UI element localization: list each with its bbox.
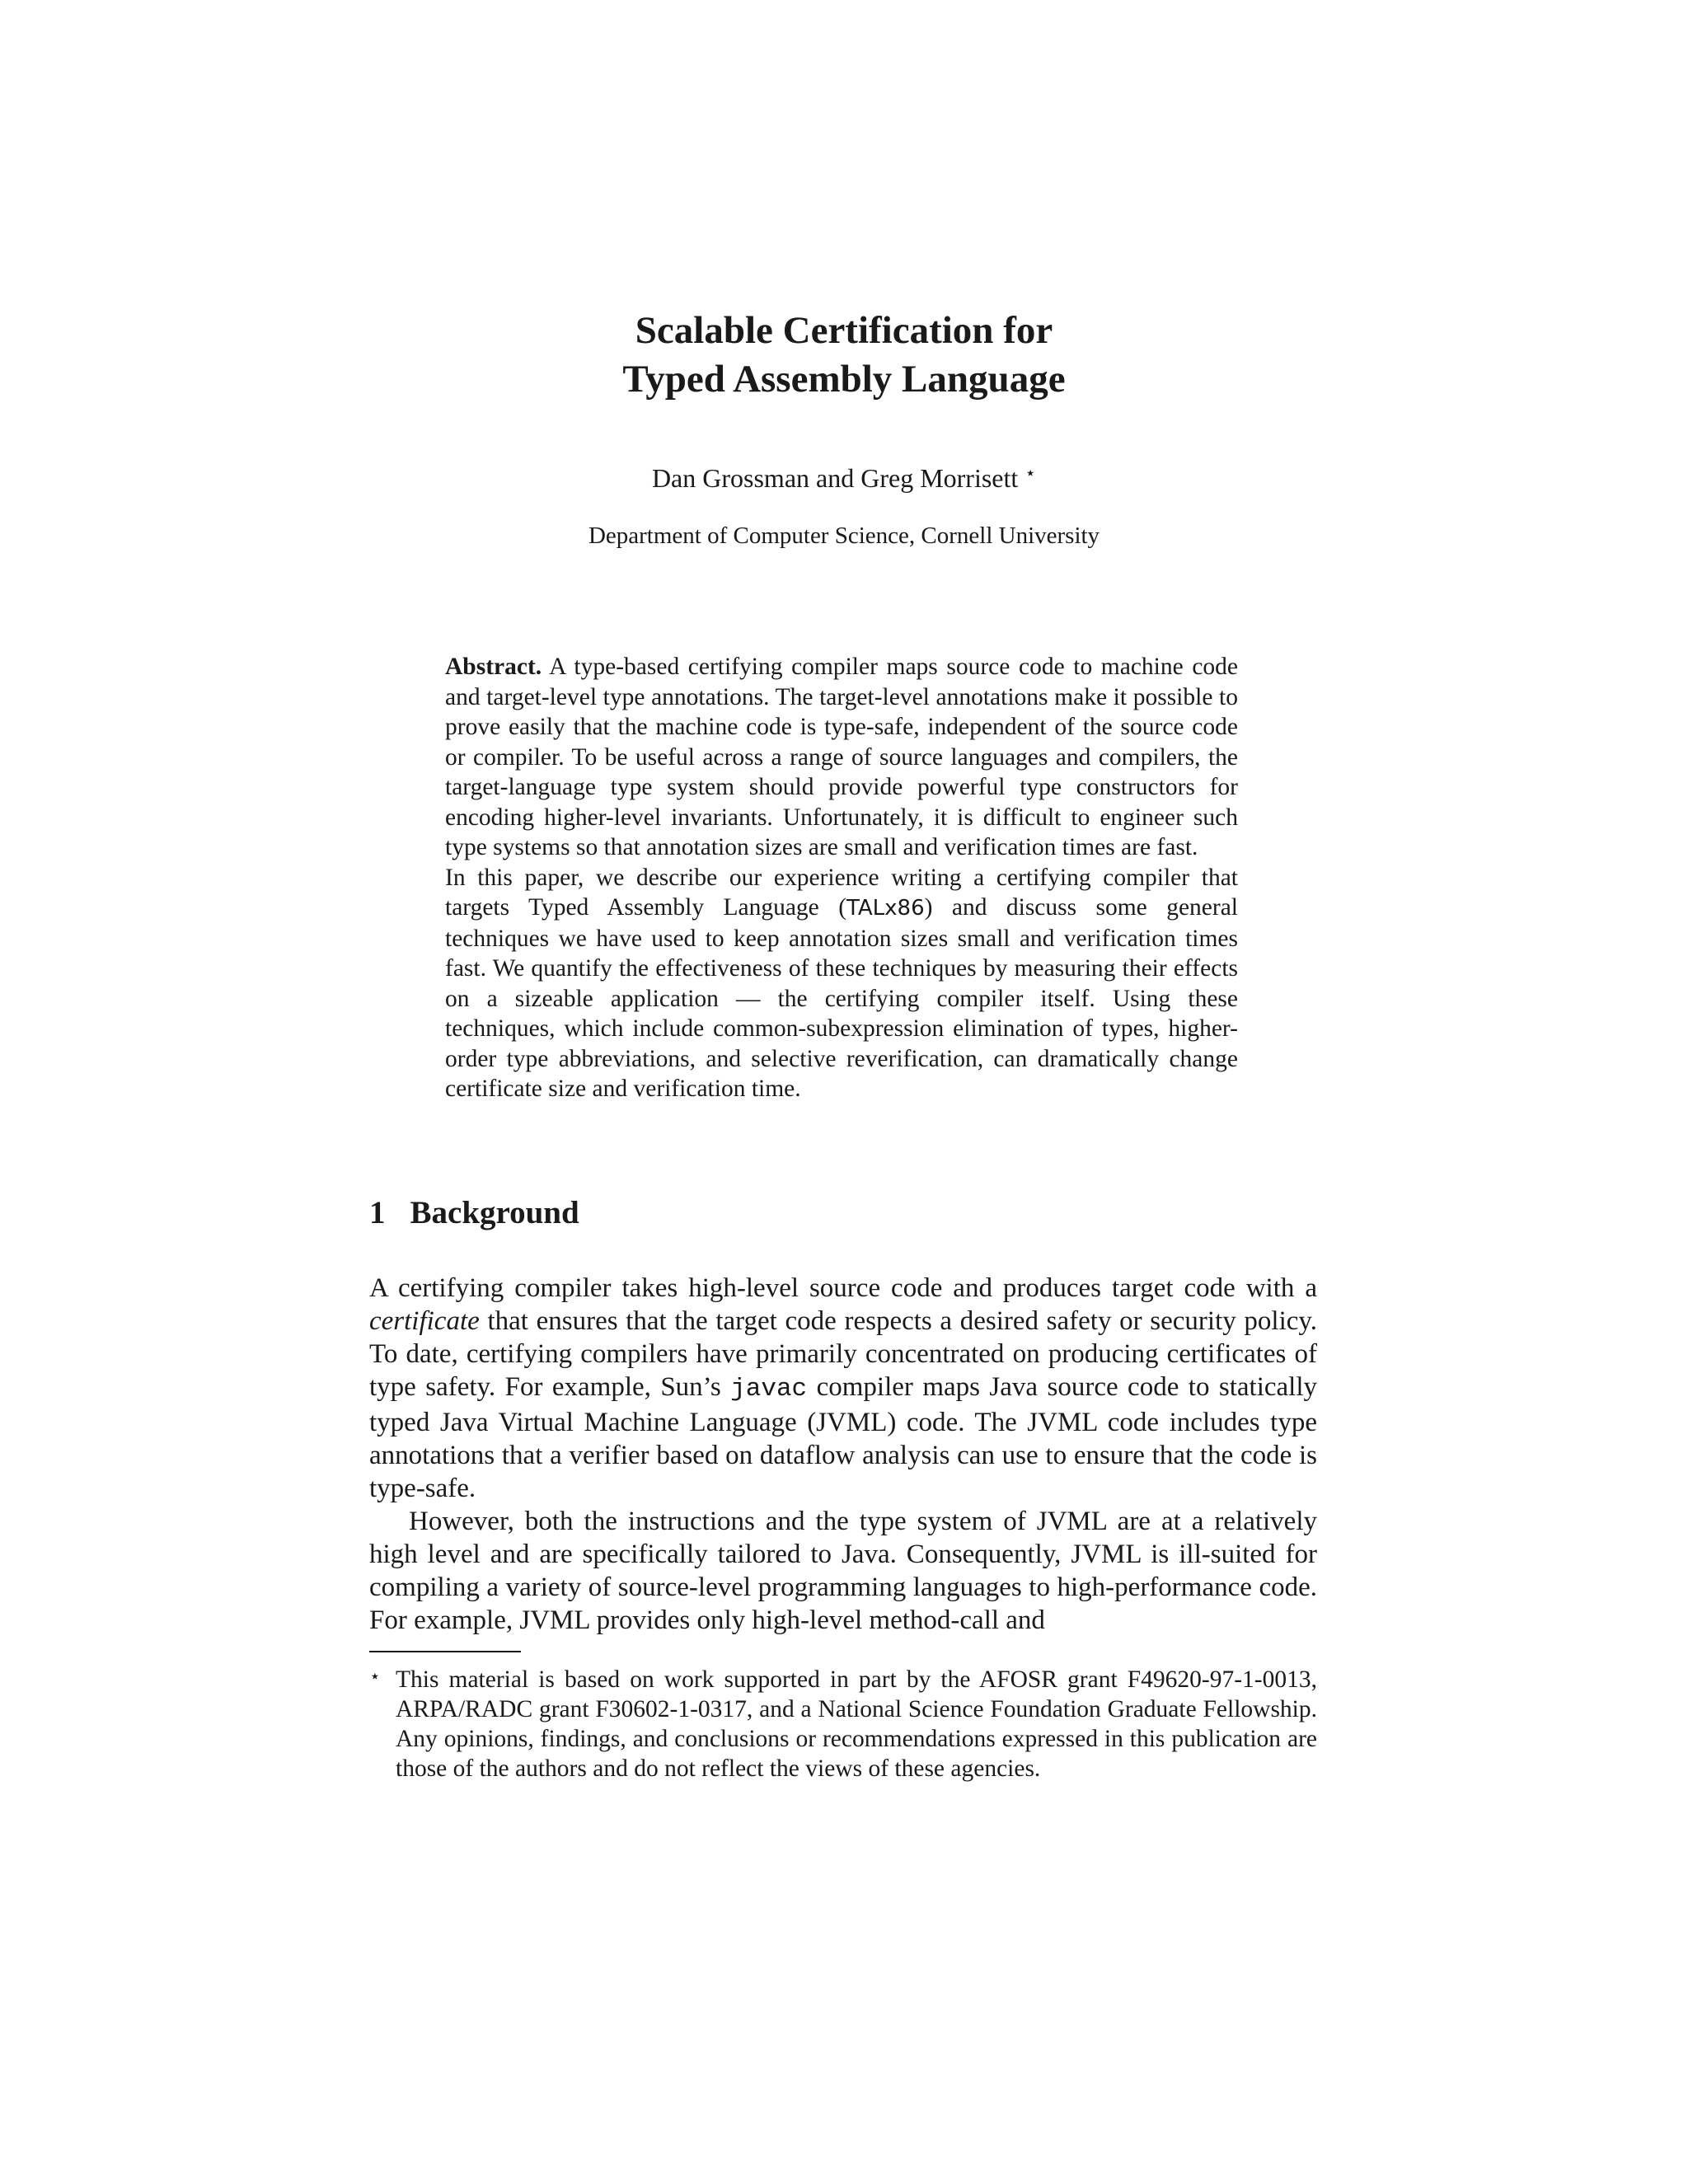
certificate-term: certificate [369,1306,480,1336]
footnote-paragraph [369,1661,1317,1783]
paper-title [0,307,1688,404]
javac-code: javac [730,1375,808,1404]
footnote-marker: ⋆ [369,1666,381,1686]
footnote [369,1661,1317,1783]
abstract [445,652,1238,1104]
section-body [369,1272,1317,1637]
abstract-text-1: A type-based certifying compiler maps source code to machine code and target-level type annotations. The target-level annotations make it possible to prove easily that the machine code is type-safe, independent of the source code or compiler. To be useful across a range of source languages and compilers, the target-language type system should provide powerful type constructors for encoding higher-level invariants. Unfortunately, it is difficult to engineer such type systems so that annotation sizes are small and verification times are fast. [445,654,1239,860]
author-line [0,462,1688,494]
abstract-paragraph-2 [445,863,1238,1104]
body-text-1c: compiler maps Java source code to statically typed Java Virtual Machine Language (JVML) code. The JVML code includes type annotations that a verifier based on dataflow analysis can use to ensure that the code is type-safe. [369,1372,1318,1503]
title-line-2: Typed Assembly Language [622,358,1066,401]
section-title: Background [410,1195,579,1230]
footnote-text: This material is based on work supported in part by the AFOSR grant F49620-97-1-0013, ARPA/RADC grant F30602-1-0317, and a National Science Foundation Graduate Fellowship. Any opinions, findings, and conclusions or recommendations expressed in this publication are those of the authors and do not reflect the views of these agencies. [396,1666,1317,1782]
abstract-text-2b: ) and discuss some general techniques we have used to keep annotation sizes small and verification times fast. We quantify the effectiveness of these techniques by measuring their effects on a sizeable application — the certifying compiler itself. Using these techniques, which include common-subexpression elimination of types, higher-order type abbreviations, and selective reverification, can dramatically change certificate size and verification time. [445,894,1238,1102]
author-names: Dan Grossman and Greg Morrisett [651,463,1019,493]
author-footnote-marker: ⋆ [1025,462,1037,483]
abstract-text-2a: In this paper, we describe our experience writing a certifying compiler that targets Typed Assembly Language ( [445,864,1238,921]
body-paragraph-1 [369,1272,1317,1505]
abstract-tal-name: TALx86 [846,896,925,921]
body-text-1b: that ensures that the target code respects a desired safety or security policy. To date, certifying compilers have primarily concentrated on producing certificates of type safety. For example, Sun’s [369,1306,1317,1402]
abstract-label: Abstract. [445,654,542,680]
body-paragraph-2: However, both the instructions and the type system of JVML are at a relatively high level and are specifically tailored to Java. Consequently, JVML is ill-suited for compiling a variety of source-level programming languages to high-performance code. For example, JVML provides only high-level method-call and [369,1507,1317,1635]
title-line-1: Scalable Certification for [635,309,1053,352]
section-heading-background [369,1193,579,1233]
abstract-paragraph-1 [445,652,1238,863]
section-number: 1 [369,1195,386,1230]
affiliation: Department of Computer Science, Cornell University [588,523,1100,549]
body-text-1a: A certifying compiler takes high-level source code and produces target code with a [369,1273,1317,1303]
footnote-rule [369,1651,521,1652]
